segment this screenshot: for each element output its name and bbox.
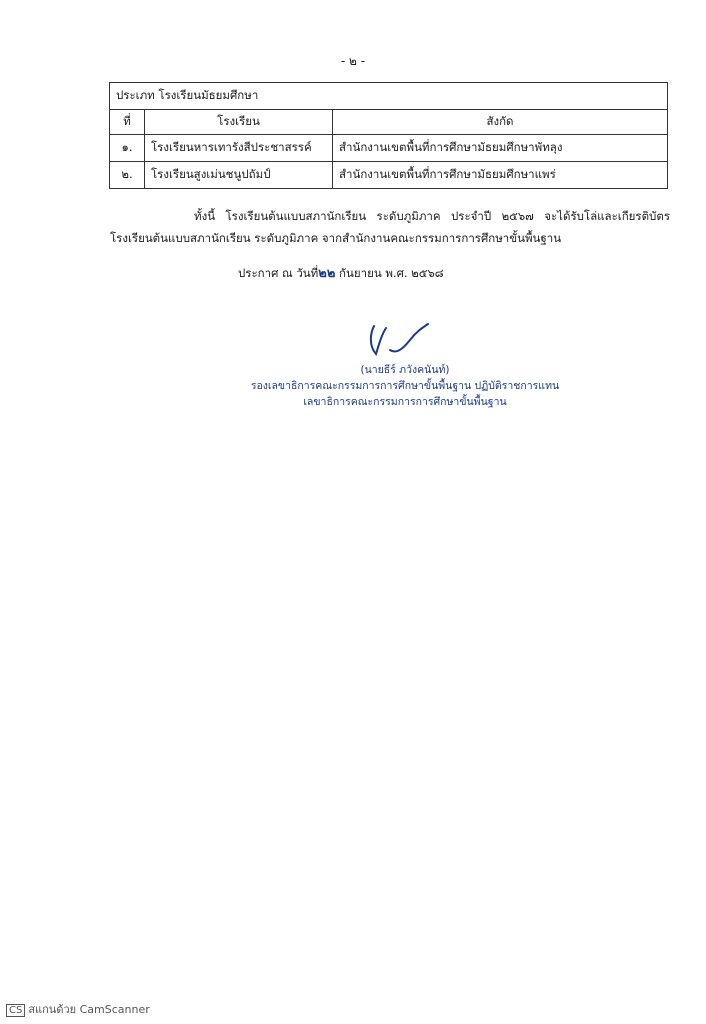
school-name: โรงเรียนหารเทารังสีประชาสรรค์ xyxy=(145,135,333,162)
signatory-position-1: รองเลขาธิการคณะกรรมการการศึกษาขั้นพื้นฐาน ปฏิบัติราชการแทน xyxy=(250,380,560,392)
header-affiliation: สังกัด xyxy=(333,110,668,135)
camscanner-watermark xyxy=(6,1000,150,1018)
header-no: ที่ xyxy=(110,110,145,135)
school-name: โรงเรียนสูงเม่นชนูปถัมป์ xyxy=(145,162,333,189)
announcement-prefix: ประกาศ ณ วันที่ xyxy=(238,266,319,280)
school-affiliation: สำนักงานเขตพื้นที่การศึกษามัธยมศึกษาแพร่ xyxy=(333,162,668,189)
signatory-name: (นายธีร์ ภวังคนันท์) xyxy=(360,364,450,376)
header-school: โรงเรียน xyxy=(145,110,333,135)
table-header-row xyxy=(110,110,668,135)
camscanner-label: สแกนด้วย CamScanner xyxy=(28,1003,150,1016)
row-number: ๑. xyxy=(110,135,145,162)
camscanner-logo-icon: CS xyxy=(6,1004,25,1017)
school-affiliation: สำนักงานเขตพื้นที่การศึกษามัธยมศึกษาพัทลุง xyxy=(333,135,668,162)
award-paragraph: ทั้งนี้ โรงเรียนต้นแบบสภานักเรียน ระดับภูมิภาค ประจำปี ๒๕๖๗ จะได้รับโล่และเกียรติบัตร โรงเรียนต้นแบบสภานักเรียน ระดับภูมิภาค จากสำนักงานคณะกรรมการการศึกษาขั้นพื้นฐาน xyxy=(110,209,670,245)
announcement-day: ๒๒ xyxy=(318,266,336,281)
school-table xyxy=(109,82,668,189)
announcement-date xyxy=(238,262,444,283)
page-number: - ๒ - xyxy=(340,54,366,68)
signature-block xyxy=(230,362,580,410)
signatory-position-2: เลขาธิการคณะกรรมการการศึกษาขั้นพื้นฐาน xyxy=(303,396,507,408)
school-type-label: ประเภท โรงเรียนมัธยมศึกษา xyxy=(110,83,668,110)
announcement-suffix: กันยายน พ.ศ. ๒๕๖๘ xyxy=(335,266,444,280)
table-type-row xyxy=(110,83,668,110)
table-row xyxy=(110,135,668,162)
row-number: ๒. xyxy=(110,162,145,189)
handwritten-signature xyxy=(366,320,436,360)
table-row xyxy=(110,162,668,189)
